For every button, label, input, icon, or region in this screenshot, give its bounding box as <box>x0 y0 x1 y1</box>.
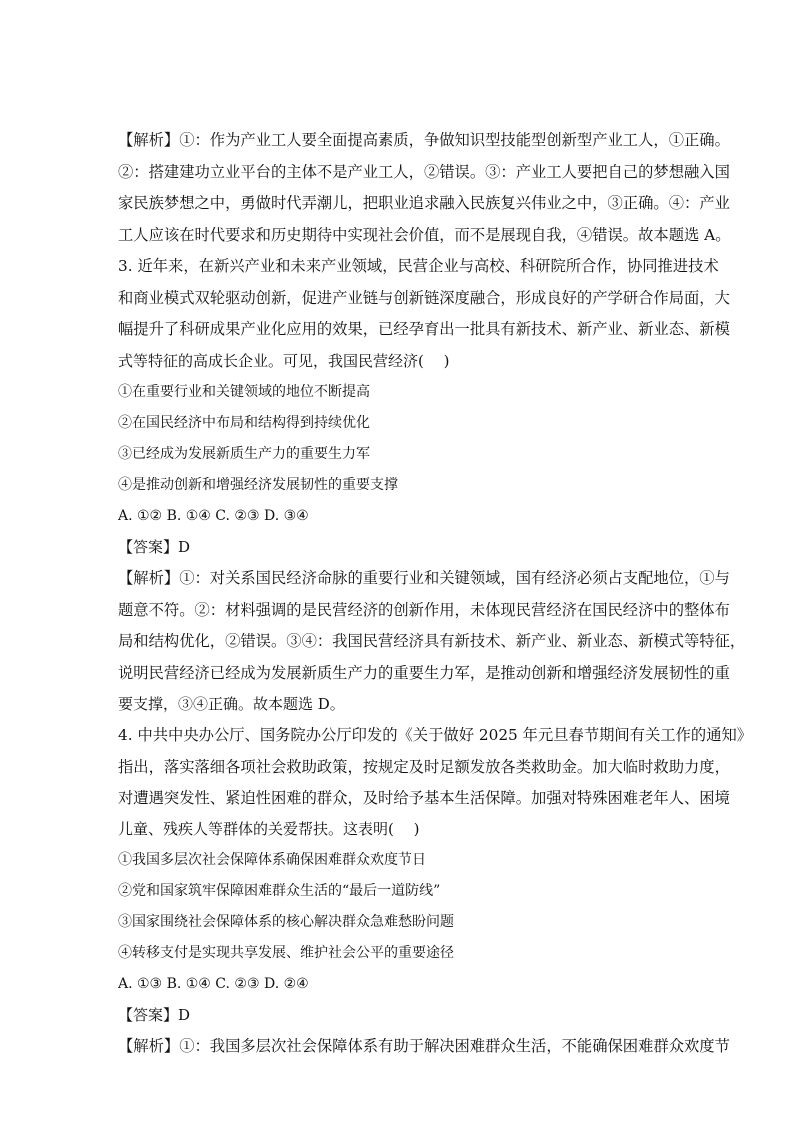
statement-item: ②在国民经济中布局和结构得到持续优化 <box>118 415 370 431</box>
question-3-stem: 和商业模式双轮驱动创新，促进产业链与创新链深度融合，形成良好的产学研合作局面，大 <box>118 289 730 307</box>
statement-item: ④转移支付是实现共享发展、维护社会公平的重要途径 <box>118 945 454 961</box>
analysis-line: 工人应该在时代要求和历史期待中实现社会价值，而不是展现自我，④错误。故本题选 A。 <box>118 226 731 244</box>
question-4-stem: 指出，落实落细各项社会救助政策，按规定及时足额发放各类救助金。加大临时救助力度， <box>118 758 730 776</box>
analysis-line: 【解析】①：作为产业工人要全面提高素质，争做知识型技能型创新型产业工人，①正确。 <box>118 131 730 149</box>
answer-label: 【答案】D <box>118 538 191 556</box>
analysis-line: 【解析】①：对关系国民经济命脉的重要行业和关键领域，国有经济必须占支配地位，①与 <box>118 569 730 587</box>
analysis-line: 题意不符。②：材料强调的是民营经济的创新作用，未体现民营经济在国民经济中的整体布 <box>118 601 730 619</box>
analysis-line: 要支撑，③④正确。故本题选 D。 <box>118 695 345 713</box>
statement-item: ③已经成为发展新质生产力的重要生力军 <box>118 446 370 462</box>
analysis-line: 局和结构优化，②错误。③④：我国民营经济具有新技术、新产业、新业态、新模式等特征， <box>118 632 746 650</box>
answer-label: 【答案】D <box>118 1006 191 1024</box>
analysis-line: 【解析】①：我国多层次社会保障体系有助于解决困难群众生活，不能确保困难群众欢度节 <box>118 1037 730 1055</box>
statement-item: ②党和国家筑牢保障困难群众生活的“最后一道防线” <box>118 883 441 899</box>
statement-item: ④是推动创新和增强经济发展韧性的重要支撑 <box>118 477 398 493</box>
question-4-stem: 对遭遇突发性、紧迫性困难的群众，及时给予基本生活保障。加强对特殊困难老年人、困境 <box>118 789 730 807</box>
question-3-stem: 3. 近年来，在新兴产业和未来产业领域，民营企业与高校、科研院所合作，协同推进技术 <box>118 257 719 275</box>
analysis-line: 说明民营经济已经成为发展新质生产力的重要生力军，是推动创新和增强经济发展韧性的重 <box>118 664 730 682</box>
statement-item: ①在重要行业和关键领域的地位不断提高 <box>118 384 370 400</box>
answer-choices: A. ①② B. ①④ C. ②③ D. ③④ <box>118 508 309 524</box>
analysis-line: 家民族梦想之中，勇做时代弄潮儿，把职业追求融入民族复兴伟业之中，③正确。④：产业 <box>118 194 730 212</box>
question-4-stem: 儿童、残疾人等群体的关爱帮扶。这表明( ) <box>118 820 420 838</box>
question-4-stem: 4. 中共中央办公厅、国务院办公厅印发的《关于做好 2025 年元旦春节期间有关工作的通知》 <box>118 726 753 744</box>
analysis-line: ②：搭建建功立业平台的主体不是产业工人，②错误。③：产业工人要把自己的梦想融入国 <box>118 163 730 181</box>
question-3-stem: 幅提升了科研成果产业化应用的效果，已经孕育出一批具有新技术、新产业、新业态、新模 <box>118 320 730 338</box>
question-3-stem: 式等特征的高成长企业。可见，我国民营经济( ) <box>118 352 450 370</box>
answer-choices: A. ①③ B. ①④ C. ②③ D. ②④ <box>118 976 309 992</box>
statement-item: ①我国多层次社会保障体系确保困难群众欢度节日 <box>118 852 426 868</box>
statement-item: ③国家围绕社会保障体系的核心解决群众急难愁盼问题 <box>118 914 454 930</box>
